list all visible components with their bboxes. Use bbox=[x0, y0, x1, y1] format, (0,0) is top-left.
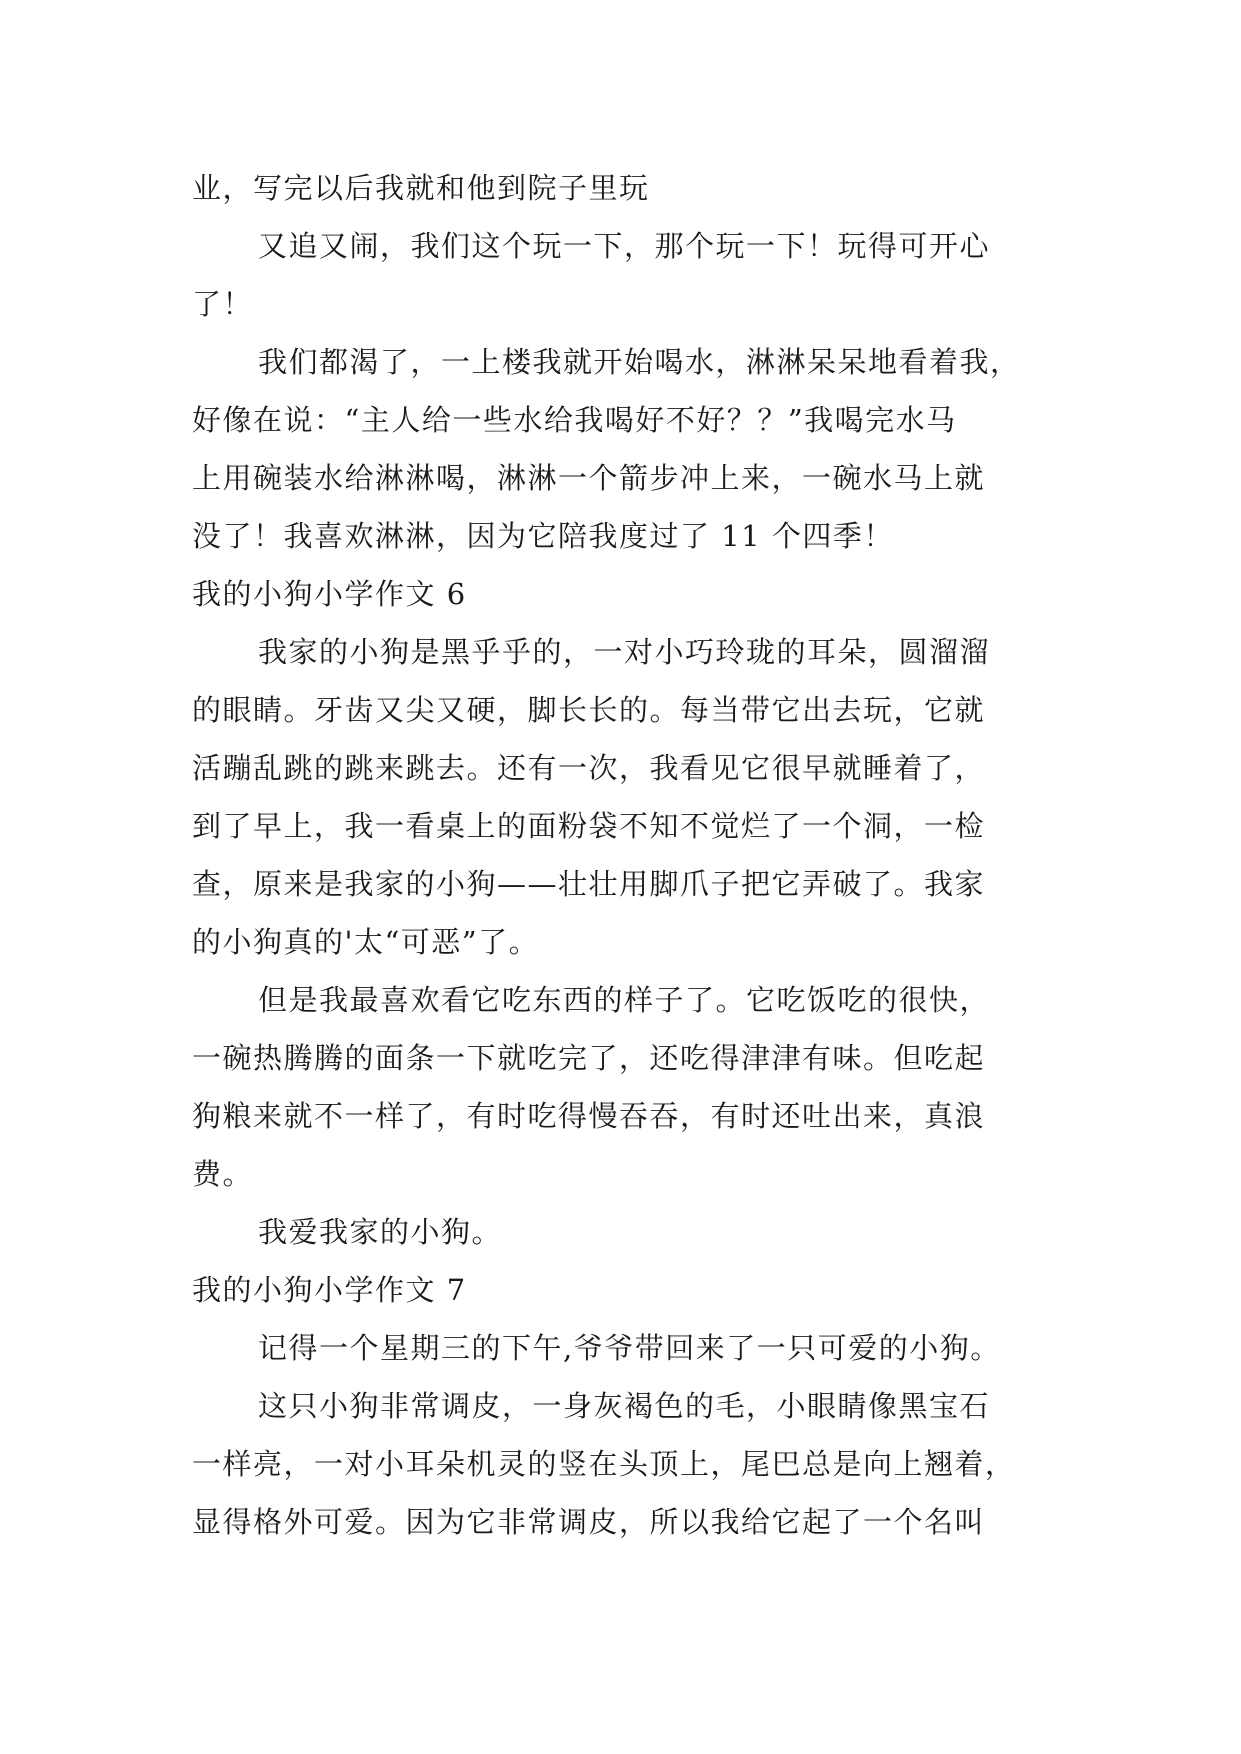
text-line: 显得格外可爱。因为它非常调皮，所以我给它起了一个名叫 bbox=[192, 1505, 986, 1539]
text-line: 了！ bbox=[192, 287, 254, 321]
text-line: 费。 bbox=[192, 1157, 254, 1191]
paragraph-start-line: 但是我最喜欢看它吃东西的样子了。它吃饭吃的很快， bbox=[258, 983, 991, 1017]
text-line: 一碗热腾腾的面条一下就吃完了，还吃得津津有味。但吃起 bbox=[192, 1041, 986, 1075]
text-line: 的眼睛。牙齿又尖又硬，脚长长的。每当带它出去玩，它就 bbox=[192, 693, 986, 727]
text-line: 活蹦乱跳的跳来跳去。还有一次，我看见它很早就睡着了， bbox=[192, 751, 986, 785]
text-line: 上用碗装水给淋淋喝，淋淋一个箭步冲上来，一碗水马上就 bbox=[192, 461, 986, 495]
paragraph-start-line: 我家的小狗是黑乎乎的，一对小巧玲珑的耳朵，圆溜溜 bbox=[258, 635, 991, 669]
paragraph-start-line: 记得一个星期三的下午,爷爷带回来了一只可爱的小狗。 bbox=[258, 1331, 1001, 1365]
text-line: 没了！我喜欢淋淋，因为它陪我度过了 11 个四季！ bbox=[192, 519, 894, 553]
text-line: 查，原来是我家的小狗——壮壮用脚爪子把它弄破了。我家 bbox=[192, 867, 986, 901]
paragraph-start-line: 又追又闹，我们这个玩一下，那个玩一下！玩得可开心 bbox=[258, 229, 991, 263]
paragraph-start-line: 这只小狗非常调皮，一身灰褐色的毛，小眼睛像黑宝石 bbox=[258, 1389, 991, 1423]
text-line: 业，写完以后我就和他到院子里玩 bbox=[192, 171, 650, 205]
paragraph-start-line: 我们都渴了，一上楼我就开始喝水，淋淋呆呆地看着我， bbox=[258, 345, 1021, 379]
text-line: 到了早上，我一看桌上的面粉袋不知不觉烂了一个洞，一检 bbox=[192, 809, 986, 843]
text-line: 好像在说：“主人给一些水给我喝好不好？？”我喝完水马 bbox=[192, 403, 957, 437]
paragraph-start-line: 我爱我家的小狗。 bbox=[258, 1215, 503, 1249]
text-line: 的小狗真的'太“可恶”了。 bbox=[192, 925, 540, 959]
section-heading: 我的小狗小学作文 7 bbox=[192, 1273, 467, 1307]
text-line: 一样亮，一对小耳朵机灵的竖在头顶上，尾巴总是向上翘着， bbox=[192, 1447, 1016, 1481]
section-heading: 我的小狗小学作文 6 bbox=[192, 577, 467, 611]
text-line: 狗粮来就不一样了，有时吃得慢吞吞，有时还吐出来，真浪 bbox=[192, 1099, 986, 1133]
